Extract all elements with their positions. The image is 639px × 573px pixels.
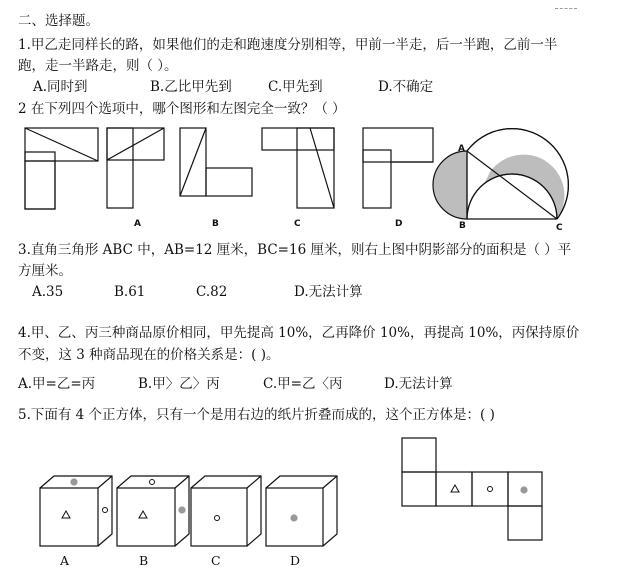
q4-option-b[interactable]: B.甲〉乙〉丙: [138, 376, 220, 392]
q3-option-d[interactable]: D.无法计算: [294, 284, 363, 300]
q3-option-a[interactable]: A.35: [32, 284, 64, 300]
cube-a: [40, 476, 112, 546]
tri-label-b: B: [459, 221, 466, 231]
q2-text: 2 在下列四个选项中，哪个图形和左图完全一致？（ ）: [18, 101, 346, 117]
q1-option-d[interactable]: D.不确定: [378, 79, 434, 95]
section-title: 二、选择题。: [18, 13, 99, 29]
q4-option-a[interactable]: A.甲=乙=丙: [18, 376, 96, 392]
cube-d: [266, 476, 337, 546]
q1-option-b[interactable]: B.乙比甲先到: [150, 79, 232, 95]
q3-option-b[interactable]: B.61: [114, 284, 146, 300]
q4-option-c[interactable]: C.甲=乙〈丙: [263, 376, 343, 392]
tri-label-c: C: [556, 223, 563, 233]
q4-line1: 4.甲、乙、丙三种商品原价相同，甲先提高 10%，乙再降价 10%，再提高 10%，丙保持原价: [18, 325, 580, 341]
cube-label-a[interactable]: A: [60, 553, 70, 568]
cube-label-d[interactable]: D: [290, 553, 301, 568]
q5-text: 5.下面有 4 个正方体，只有一个是用右边的纸片折叠而成的，这个正方体是：( ): [18, 407, 495, 423]
fig-label-b: B: [212, 219, 219, 229]
figure-b: [180, 128, 252, 196]
q1-option-a[interactable]: A.同时到: [33, 79, 88, 95]
cube-label-c[interactable]: C: [211, 553, 221, 568]
q1-line1: 1.甲乙走同样长的路，如果他们的走和跑速度分别相等，甲前一半走，后一半跑，乙前一半: [18, 37, 558, 53]
cube-label-b[interactable]: B: [139, 553, 149, 568]
q4-line2: 不变，这 3 种商品现在的价格关系是：( )。: [18, 347, 280, 363]
cube-b: [117, 476, 189, 546]
fig-label-c: C: [294, 219, 301, 229]
q3-option-c[interactable]: C.82: [196, 284, 228, 300]
reference-figure: [25, 128, 98, 209]
figure-d: [363, 128, 433, 208]
fig-label-d: D: [395, 219, 403, 229]
figure-c: [262, 128, 334, 208]
cube-c: [191, 476, 261, 546]
fig-label-a: A: [134, 219, 141, 229]
q1-line2: 跑，走一半路走，则（ ）。: [18, 58, 178, 74]
q3-line2: 方厘米。: [18, 263, 72, 279]
cube-net: [402, 438, 542, 540]
figure-a: [107, 128, 164, 208]
tri-label-a: A: [458, 144, 465, 154]
triangle-figure: [433, 129, 568, 219]
q1-option-c[interactable]: C.甲先到: [268, 79, 323, 95]
q4-option-d[interactable]: D.无法计算: [384, 376, 453, 392]
q3-line1: 3.直角三角形 ABC 中，AB=12 厘米，BC=16 厘米，则右上图中阴影部分的面积是（ ）平: [18, 242, 572, 258]
